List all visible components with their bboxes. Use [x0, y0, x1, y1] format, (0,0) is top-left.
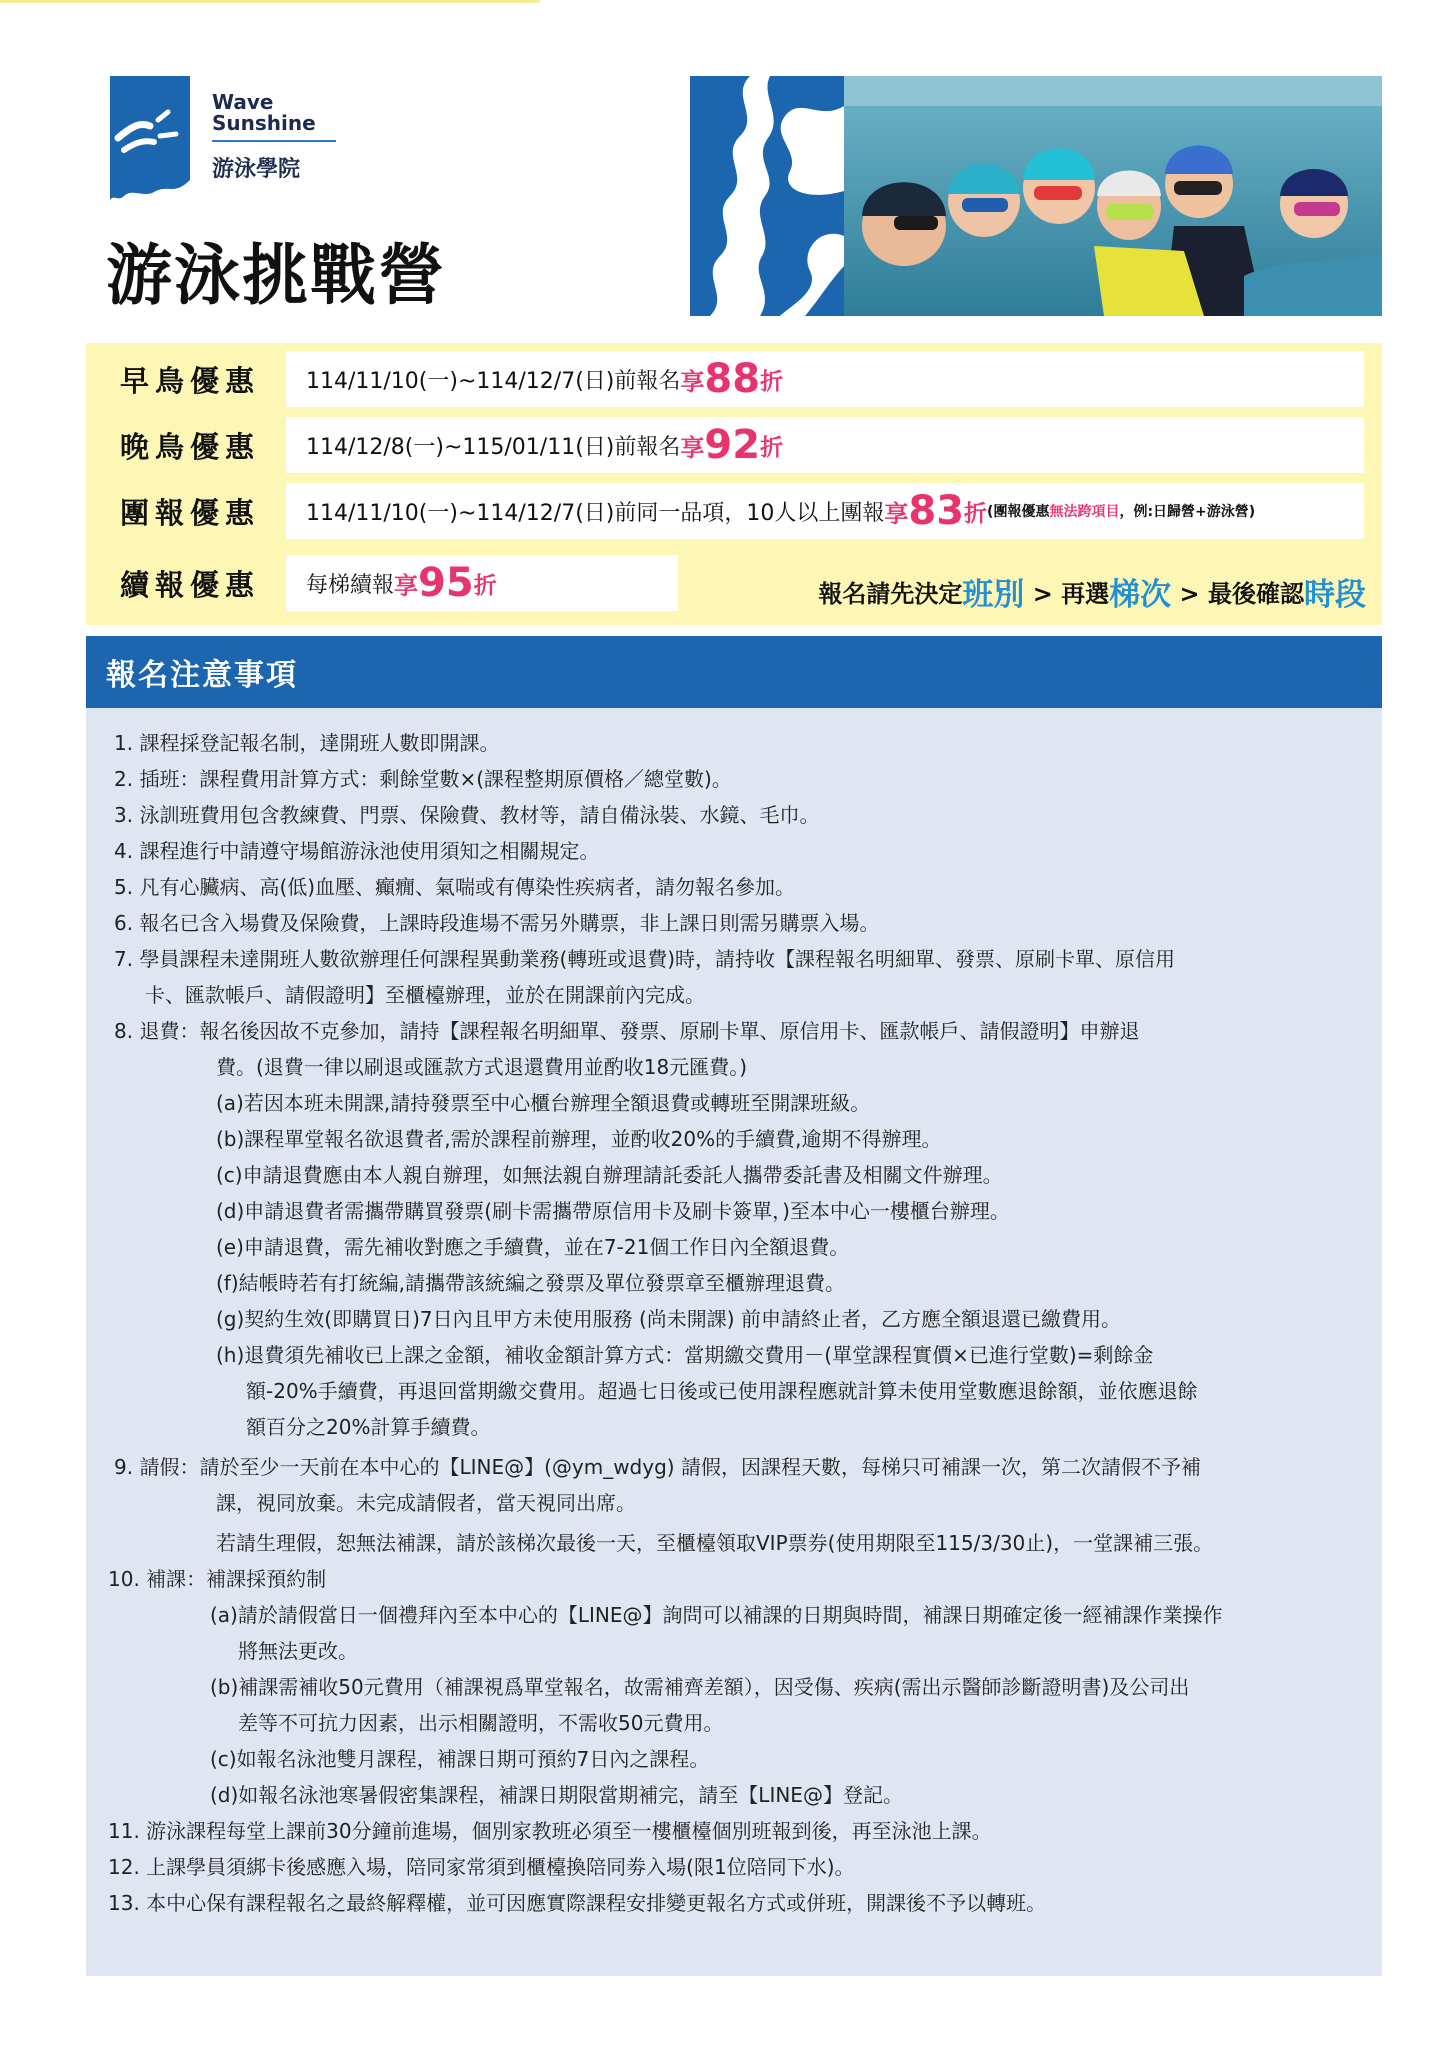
logo-wordmark [212, 92, 352, 183]
brand-name-line1: Wave [212, 90, 274, 114]
step-text-3: > 最後確認 [1171, 579, 1304, 608]
note-line: 額百分之20%計算手續費。 [246, 1415, 491, 1439]
promo-detail [286, 483, 1364, 539]
promo-enjoy: 享 [680, 367, 705, 396]
note-line: 4. 課程進行中請遵守場館游泳池使用須知之相關規定。 [114, 839, 600, 863]
promo-enjoy: 享 [680, 433, 705, 462]
promo-note-a: (團報優惠 [987, 504, 1050, 520]
note-line: 卡、匯款帳戶、請假證明】至櫃檯辦理，並於在開課前內完成。 [145, 983, 705, 1007]
note-line: (g)契約生效(即購買日)7日內且甲方未使用服務 (尚未開課) 前申請終止者，乙方應全額退還已繳費用。 [216, 1307, 1121, 1331]
note-line: 5. 凡有心臟病、高(低)血壓、癲癇、氣喘或有傳染性疾病者，請勿報名參加。 [114, 875, 796, 899]
wave-pattern-icon [690, 76, 844, 316]
note-line: (a)若因本班未開課,請持發票至中心櫃台辦理全額退費或轉班至開課班級。 [216, 1091, 871, 1115]
promo-label: 早鳥優惠 [119, 363, 260, 398]
logo-divider [212, 140, 336, 142]
promo-text: 114/11/10(一)~114/12/7(日)前同一品項，10人以上團報 [306, 500, 885, 526]
promo-discount: 92 [704, 422, 761, 468]
step-text-2: > 再選 [1024, 579, 1110, 608]
note-line: (c)申請退費應由本人親自辦理，如無法親自辦理請託委託人攜帶委託書及相關文件辦理。 [216, 1163, 1003, 1187]
step-key-3: 時段 [1304, 576, 1366, 613]
note-line: 12. 上課學員須綁卡後感應入場，陪同家常須到櫃檯換陪同劵入場(限1位陪同下水)。 [108, 1855, 855, 1879]
promo-unit: 折 [964, 500, 988, 527]
notes-panel [86, 708, 1382, 1976]
promo-text: 114/12/8(一)~115/01/11(日)前報名 [306, 434, 681, 460]
promo-note [987, 501, 1255, 521]
top-accent-line [0, 0, 540, 3]
promo-panel [86, 343, 1382, 625]
note-line: 7. 學員課程未達開班人數欲辦理任何課程異動業務(轉班或退費)時，請持收【課程報名明細單、發票、原刷卡單、原信用 [114, 947, 1176, 971]
note-line: 9. 請假：請於至少一天前在本中心的【LINE@】(@ym_wdyg) 請假，因課程天數，每梯只可補課一次，第二次請假不予補 [114, 1455, 1201, 1479]
notes-heading: 報名注意事項 [86, 636, 1382, 708]
promo-enjoy: 享 [884, 499, 909, 528]
note-line: (d)如報名泳池寒暑假密集課程，補課日期限當期補完，請至【LINE@】登記。 [210, 1783, 903, 1807]
promo-discount: 88 [704, 356, 761, 402]
note-line: 2. 插班：課程費用計算方式：剩餘堂數×(課程整期原價格／總堂數)。 [114, 767, 732, 791]
promo-detail [286, 351, 1364, 407]
note-line: (f)結帳時若有打統編,請攜帶該統編之發票及單位發票章至櫃辦理退費。 [216, 1271, 846, 1295]
note-line: 1. 課程採登記報名制，達開班人數即開課。 [114, 731, 500, 755]
note-line: (d)申請退費者需攜帶購買發票(刷卡需攜帶原信用卡及刷卡簽單，)至本中心一樓櫃台辦理。 [216, 1199, 1010, 1223]
brand-name-cn: 游泳學院 [212, 157, 301, 182]
promo-label: 晚鳥優惠 [119, 429, 260, 464]
note-line: (a)請於請假當日一個禮拜內至本中心的【LINE@】詢問可以補課的日期與時間，補課日期確定後一經補課作業操作 [210, 1603, 1223, 1627]
note-line: (h)退費須先補收已上課之金額，補收金額計算方式：當期繳交費用－(單堂課程實價×已進行堂數)=剩餘金 [216, 1343, 1154, 1367]
note-line: (e)申請退費，需先補收對應之手續費，並在7-21個工作日內全額退費。 [216, 1235, 850, 1259]
note-line: 差等不可抗力因素，出示相關證明，不需收50元費用。 [238, 1711, 724, 1735]
hero-banner [690, 76, 1382, 316]
promo-unit: 折 [473, 572, 497, 599]
note-line: 6. 報名已含入場費及保險費，上課時段進場不需另外購票，非上課日則需另購票入場。 [114, 911, 880, 935]
promo-unit: 折 [760, 434, 784, 461]
promo-note-red: 無法跨項目 [1049, 504, 1120, 520]
note-line: 11. 游泳課程每堂上課前30分鐘前進場，個別家教班必須至一樓櫃檯個別班報到後，再至泳池上課。 [108, 1819, 992, 1843]
step-key-1: 班別 [962, 576, 1025, 613]
logo-flag-icon [110, 76, 190, 206]
signup-steps [818, 563, 1366, 619]
promo-enjoy: 享 [394, 571, 419, 600]
note-line: 3. 泳訓班費用包含教練費、門票、保險費、教材等，請自備泳裝、水鏡、毛巾。 [114, 803, 820, 827]
note-line: (b)課程單堂報名欲退費者,需於課程前辦理，並酌收20%的手續費,逾期不得辦理。 [216, 1127, 942, 1151]
note-line: 將無法更改。 [238, 1639, 358, 1663]
promo-discount: 83 [908, 488, 965, 534]
promo-label: 團報優惠 [119, 495, 260, 530]
note-line: (c)如報名泳池雙月課程，補課日期可預約7日內之課程。 [210, 1747, 710, 1771]
promo-unit: 折 [760, 368, 784, 395]
promo-label: 續報優惠 [119, 567, 260, 602]
brand-name-line2: Sunshine [212, 111, 316, 135]
note-line: 8. 退費：報名後因故不克參加，請持【課程報名明細單、發票、原刷卡單、原信用卡、匯款帳戶、請假證明】申辦退 [114, 1019, 1140, 1043]
promo-detail [286, 555, 678, 611]
promo-detail [286, 417, 1364, 473]
page-title: 游泳挑戰營 [106, 237, 446, 314]
promo-text: 每梯續報 [306, 572, 395, 598]
note-line: (b)補課需補收50元費用（補課視爲單堂報名，故需補齊差額），因受傷、疾病(需出示醫師診斷證明書)及公司出 [210, 1675, 1190, 1699]
note-line: 課，視同放棄。未完成請假者，當天視同出席。 [216, 1491, 636, 1515]
promo-discount: 95 [418, 560, 474, 606]
swimmers-photo [844, 76, 1382, 316]
note-line: 費。(退費一律以刷退或匯款方式退還費用並酌收18元匯費。) [216, 1055, 748, 1079]
promo-text: 114/11/10(一)~114/12/7(日)前報名 [306, 368, 681, 394]
step-text-1: 報名請先決定 [818, 579, 963, 608]
step-key-2: 梯次 [1109, 576, 1172, 613]
note-line: 13. 本中心保有課程報名之最終解釋權，並可因應實際課程安排變更報名方式或併班，開課後不予以轉班。 [108, 1891, 1047, 1915]
note-line: 若請生理假，恕無法補課，請於該梯次最後一天，至櫃檯領取VIP票券(使用期限至115/3/30止)，一堂課補三張。 [216, 1531, 1214, 1555]
note-line: 10. 補課：補課採預約制 [108, 1567, 327, 1591]
promo-note-b: ，例:日歸營+游泳營) [1119, 504, 1256, 520]
note-line: 額-20%手續費，再退回當期繳交費用。超過七日後或已使用課程應就計算未使用堂數應退餘額，並依應退餘 [246, 1379, 1198, 1403]
